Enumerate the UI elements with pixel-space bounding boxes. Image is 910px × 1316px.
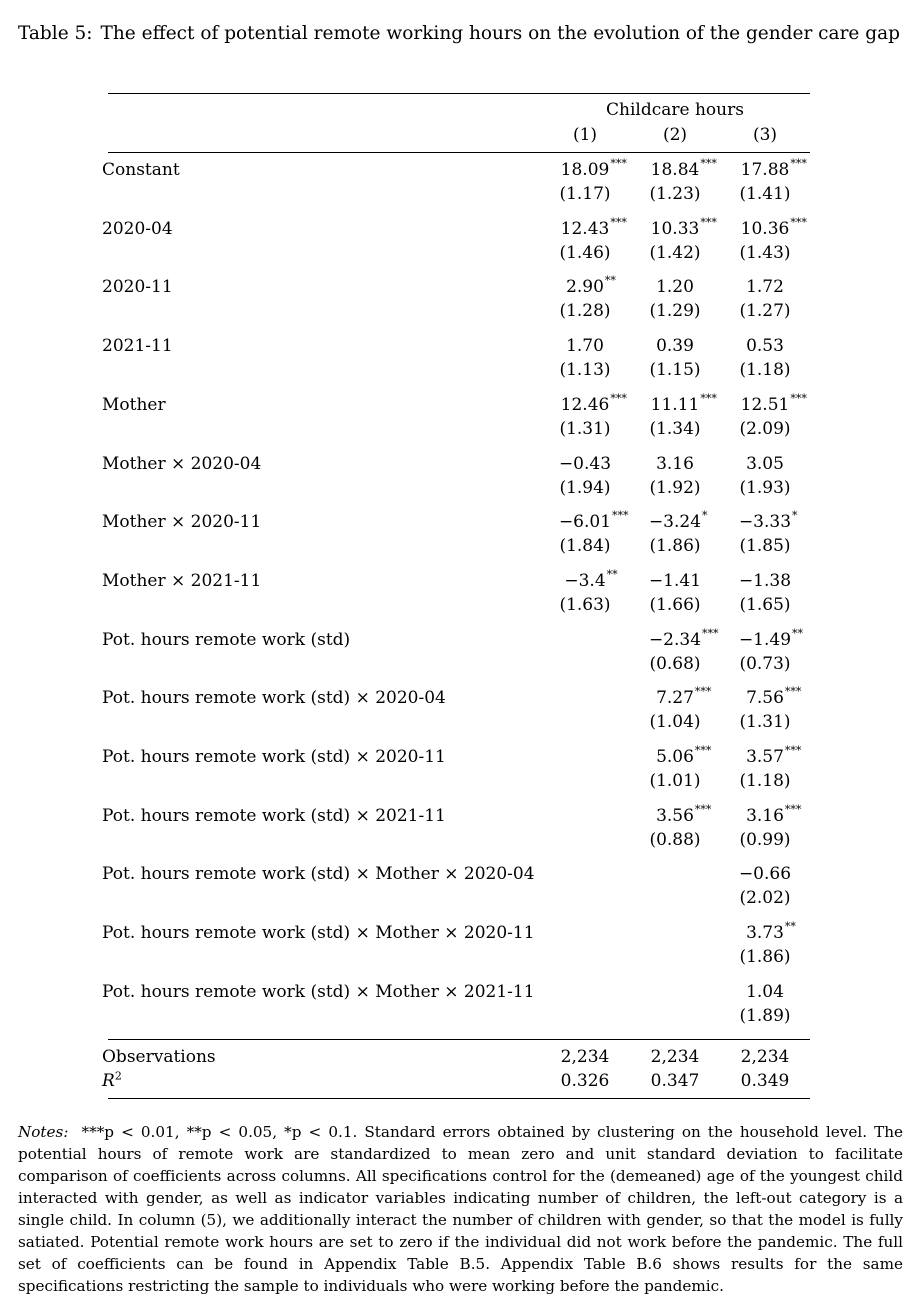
table-cell — [720, 745, 810, 793]
standard-error: (1.92) — [649, 477, 701, 498]
coefficient — [540, 452, 630, 476]
row-label: Pot. hours remote work (std) × Mother × 2020-11 — [102, 923, 535, 944]
table-cell — [720, 980, 810, 1028]
standard-error: (1.42) — [649, 242, 701, 263]
r-squared-row — [0, 1069, 910, 1093]
table-cell — [720, 862, 810, 910]
coefficient-value: 18.09 — [560, 160, 610, 180]
coefficient-value: 12.51 — [740, 394, 790, 415]
stats-rule — [108, 1039, 810, 1040]
table-title: The effect of potential remote working hours on the evolution of the gender care gap — [100, 23, 900, 44]
notes-label: Notes: — [18, 1123, 69, 1141]
coefficient-value: 7.27 — [656, 688, 694, 709]
coefficient: 10.36 *** — [740, 215, 807, 239]
standard-error: (0.73) — [739, 653, 791, 674]
standard-error: (1.86) — [739, 947, 791, 968]
coefficient-value: −1.49 — [738, 629, 792, 650]
coefficient-value: 3.57 — [746, 747, 784, 767]
table-cell — [720, 569, 810, 617]
coefficient: 5.06 *** — [656, 744, 712, 767]
observations-value-1: 2,234 — [560, 1047, 610, 1067]
table-cell — [630, 452, 720, 500]
coefficient — [630, 334, 720, 358]
standard-error: (1.01) — [649, 771, 701, 791]
table-cell — [720, 334, 810, 382]
row-label: Pot. hours remote work (std) — [102, 629, 351, 650]
coefficient: −3.4 ** — [564, 567, 618, 591]
standard-error: (1.23) — [649, 184, 701, 204]
coefficient — [630, 569, 720, 593]
r-squared-value-1: 0.326 — [560, 1071, 610, 1091]
observations-value-2: 2,234 — [650, 1047, 700, 1067]
table-cell — [540, 217, 630, 265]
coefficient-value: 12.46 — [560, 394, 610, 415]
coefficient-value: −1.38 — [738, 570, 792, 591]
table-row — [0, 275, 910, 325]
table-cell — [720, 628, 810, 676]
standard-error: (1.41) — [739, 184, 791, 204]
coefficient: 12.43 *** — [560, 215, 627, 239]
row-label: Pot. hours remote work (std) × 2021-11 — [102, 805, 446, 826]
row-label: Pot. hours remote work (std) × Mother × 2020-04 — [102, 864, 535, 885]
table-cell — [540, 452, 630, 500]
standard-error: (1.28) — [559, 301, 611, 322]
table-cell — [540, 158, 630, 206]
row-label: Mother × 2020-04 — [102, 453, 262, 474]
table-row — [0, 686, 910, 736]
table-cell — [720, 510, 810, 558]
standard-error: (1.29) — [649, 301, 701, 322]
coefficient: 7.27 *** — [656, 685, 712, 709]
coefficient-value: 1.72 — [746, 277, 784, 298]
table-row — [0, 628, 910, 678]
coefficient-value: 3.16 — [746, 805, 784, 826]
standard-error: (1.31) — [739, 712, 791, 733]
standard-error: (1.17) — [559, 184, 611, 204]
coefficient-value: 17.88 — [740, 160, 790, 180]
table-cell — [540, 510, 630, 558]
coefficient-value: 10.36 — [740, 218, 790, 239]
coefficient: 3.57 *** — [746, 744, 802, 767]
observations-label: Observations — [102, 1047, 216, 1067]
coefficient: −3.24 * — [648, 509, 708, 533]
row-label: Pot. hours remote work (std) × Mother × 2021-11 — [102, 981, 535, 1002]
standard-error: (1.65) — [739, 594, 791, 615]
table-cell — [720, 686, 810, 734]
table-row — [0, 980, 910, 1030]
coefficient: 7.56 *** — [746, 685, 802, 709]
coefficient: 18.09 *** — [560, 157, 627, 180]
coefficient: 10.33 *** — [650, 215, 717, 239]
row-label: Pot. hours remote work (std) × 2020-11 — [102, 747, 446, 767]
table-cell — [630, 334, 720, 382]
standard-error: (0.99) — [739, 829, 791, 850]
table-cell — [630, 628, 720, 676]
coefficient-value: −3.4 — [564, 570, 606, 591]
standard-error: (1.84) — [559, 536, 611, 557]
standard-error: (1.63) — [559, 594, 611, 615]
coefficient-value: 1.04 — [746, 981, 784, 1002]
standard-error: (1.66) — [649, 594, 701, 615]
coefficient — [720, 569, 810, 593]
table-row — [0, 510, 910, 560]
table-cell — [630, 686, 720, 734]
coefficient — [720, 275, 810, 299]
coefficient: 11.11 *** — [650, 391, 717, 415]
coefficient-value: 3.73 — [746, 923, 784, 944]
coefficient-value: 3.16 — [656, 453, 694, 474]
coefficient: 18.84 *** — [650, 157, 717, 180]
coefficient-value: 11.11 — [650, 394, 700, 415]
table-row — [0, 217, 910, 267]
r-squared-label: $R^2$ — [102, 1069, 122, 1091]
coefficient — [720, 452, 810, 476]
standard-error: (1.04) — [649, 712, 701, 733]
bottom-rule — [108, 1098, 810, 1099]
standard-error: (1.94) — [559, 477, 611, 498]
row-label: Mother × 2020-11 — [102, 512, 262, 533]
coefficient-value: −3.24 — [648, 512, 702, 533]
coefficient-value: 3.05 — [746, 453, 784, 474]
row-label: Mother — [102, 394, 166, 415]
header-rule — [108, 152, 810, 153]
table-cell — [540, 275, 630, 323]
standard-error: (1.18) — [739, 360, 791, 381]
coefficient — [720, 980, 810, 1004]
row-label: Constant — [102, 160, 180, 180]
standard-error: (0.88) — [649, 829, 701, 850]
coefficient-value: −2.34 — [648, 629, 702, 650]
table-row — [0, 334, 910, 384]
row-label: 2021-11 — [102, 336, 173, 357]
table-row — [0, 745, 910, 795]
table-cell — [630, 569, 720, 617]
notes-significance: ***p < 0.01, **p < 0.05, *p < 0.1. — [81, 1123, 358, 1141]
table-row — [0, 569, 910, 619]
table-cell — [630, 275, 720, 323]
table-notes — [18, 1121, 903, 1297]
coefficient: 3.73 ** — [746, 920, 796, 944]
coefficient — [720, 862, 810, 886]
table-row — [0, 393, 910, 443]
standard-error: (0.68) — [649, 653, 701, 674]
coefficient: 12.46 *** — [560, 391, 627, 415]
coefficient: 3.56 *** — [656, 802, 712, 826]
table-cell — [540, 334, 630, 382]
table-cell — [720, 921, 810, 969]
coefficient-value: 0.53 — [746, 336, 784, 357]
coefficient-value: −0.66 — [738, 864, 792, 885]
row-label: 2020-11 — [102, 277, 173, 298]
standard-error: (1.86) — [649, 536, 701, 557]
standard-error: (2.09) — [739, 418, 791, 439]
table-cell — [720, 217, 810, 265]
table-row — [0, 921, 910, 971]
table-row — [0, 158, 910, 208]
standard-error: (1.85) — [739, 536, 791, 557]
coefficient-value: 7.56 — [746, 688, 784, 709]
table-cell — [720, 393, 810, 441]
standard-error: (1.18) — [739, 771, 791, 791]
table-cell — [630, 393, 720, 441]
observations-value-3: 2,234 — [740, 1047, 790, 1067]
column-header-3: (3) — [752, 125, 778, 145]
standard-error: (1.34) — [649, 418, 701, 439]
table-cell — [720, 275, 810, 323]
coefficient-value: 1.70 — [566, 336, 604, 357]
coefficient: 12.51 *** — [740, 391, 807, 415]
table-row — [0, 862, 910, 912]
coefficient: −3.33 * — [738, 509, 798, 533]
table-cell — [720, 158, 810, 206]
table-row — [0, 452, 910, 502]
standard-error: (1.93) — [739, 477, 791, 498]
coefficient-value: 5.06 — [656, 747, 694, 767]
coefficient-value: −6.01 — [558, 512, 612, 533]
coefficient — [720, 334, 810, 358]
coefficient-value: 18.84 — [650, 160, 700, 180]
standard-error: (2.02) — [739, 888, 791, 909]
column-header-2: (2) — [662, 125, 688, 145]
coefficient-value: −0.43 — [558, 453, 612, 474]
r-squared-value-3: 0.349 — [740, 1071, 790, 1091]
coefficient-value: −1.41 — [648, 570, 702, 591]
standard-error: (1.46) — [559, 242, 611, 263]
coefficient: 17.88 *** — [740, 157, 807, 180]
row-label: 2020-04 — [102, 218, 173, 239]
coefficient-value: 1.20 — [656, 277, 694, 298]
standard-error: (1.13) — [559, 360, 611, 381]
coefficient — [540, 334, 630, 358]
coefficient: −2.34 *** — [648, 626, 719, 650]
coefficient-value: −3.33 — [738, 512, 792, 533]
table-cell — [630, 158, 720, 206]
standard-error: (1.27) — [739, 301, 791, 322]
standard-error: (1.15) — [649, 360, 701, 381]
table-caption — [18, 20, 903, 48]
coefficient-value: 0.39 — [656, 336, 694, 357]
table-row — [0, 804, 910, 854]
coefficient-value: 12.43 — [560, 218, 610, 239]
top-rule — [108, 93, 810, 94]
row-label: Mother × 2021-11 — [102, 570, 262, 591]
table-cell — [630, 510, 720, 558]
coefficient — [630, 275, 720, 299]
observations-row — [0, 1045, 910, 1069]
table-cell — [630, 804, 720, 852]
table-number: Table 5: — [18, 23, 93, 44]
r-squared-value-2: 0.347 — [650, 1071, 700, 1091]
coefficient: −6.01 *** — [558, 509, 629, 533]
standard-error: (1.43) — [739, 242, 791, 263]
table-cell — [630, 217, 720, 265]
standard-error: (1.89) — [739, 1005, 791, 1026]
coefficient: 3.16 *** — [746, 802, 802, 826]
column-header-1: (1) — [572, 125, 598, 145]
coefficient-value: 2.90 — [566, 277, 604, 298]
table-cell — [720, 804, 810, 852]
dependent-variable-header: Childcare hours — [606, 100, 744, 120]
coefficient: 2.90 ** — [566, 274, 616, 298]
row-label: Pot. hours remote work (std) × 2020-04 — [102, 688, 446, 709]
coefficient — [630, 452, 720, 476]
table-cell — [630, 745, 720, 793]
table-cell — [540, 393, 630, 441]
coefficient: −1.49 ** — [738, 626, 804, 650]
notes-text: Standard errors obtained by clustering on the household level. The potential hours of remote work are standardized to mean zero and unit standard deviation to facilitate comparison of coefficients across columns. All specifications control for the (demeaned) age of the youngest child interacted with gender, as well as indicator variables indicating number of children, the left-out category is a single child. In column (5), we additionally interact the number of children with gender, so that the model is fully satiated. Potential remote work hours are set to zero if the individual did not work before the pandemic. The full set of coefficients can be found in Appendix Table B.5. Appendix Table B.6 shows results for the same specifications restricting the sample to individuals who were working before the pandemic. — [18, 1123, 904, 1295]
table-cell — [540, 569, 630, 617]
standard-error: (1.31) — [559, 418, 611, 439]
coefficient-value: 3.56 — [656, 805, 694, 826]
coefficient-value: 10.33 — [650, 218, 700, 239]
table-cell — [720, 452, 810, 500]
